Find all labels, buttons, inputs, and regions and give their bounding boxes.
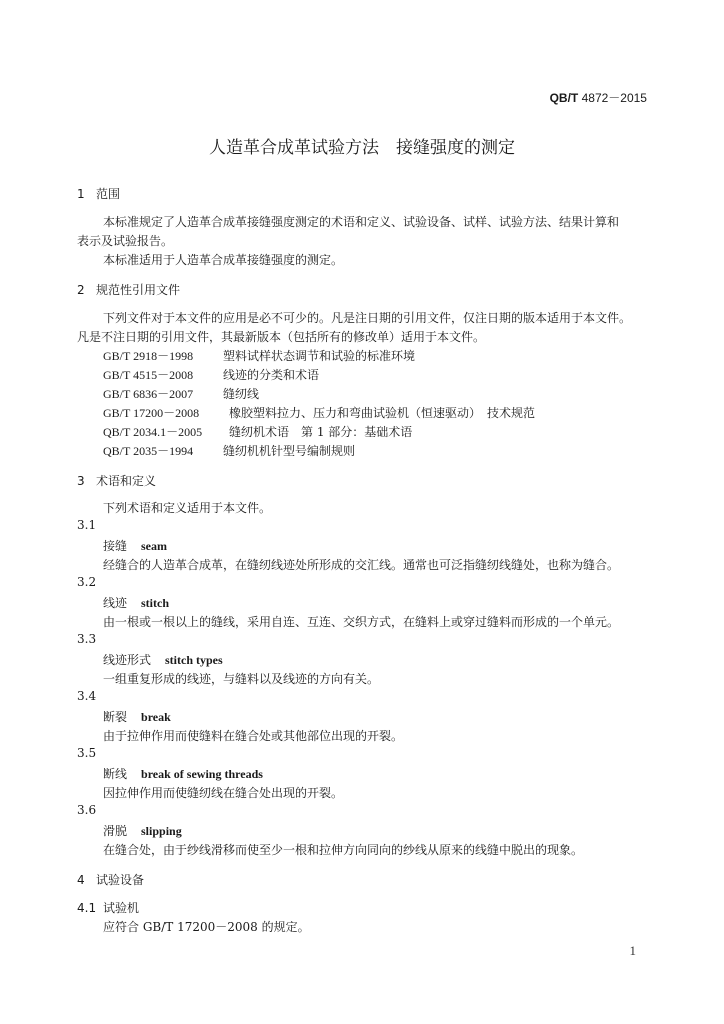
term-number: 3.6 [77, 803, 97, 817]
term-name-cn: 线迹 [103, 596, 128, 610]
term-name-cn: 接缝 [103, 539, 128, 553]
section-number: 4 [77, 873, 85, 887]
section-title: 试验设备 [96, 873, 145, 887]
reference-code: QB/T 2034.1－2005 [103, 425, 203, 439]
section-title: 范围 [96, 187, 121, 201]
paragraph-line: 下列文件对于本文件的应用是必不可少的。凡是注日期的引用文件，仅注日期的版本适用于本文件。 [103, 311, 632, 325]
reference-code: QB/T 2035－1994 [103, 444, 194, 458]
term-definition: 因拉伸作用而使缝纫线在缝合处出现的开裂。 [103, 786, 344, 800]
term-number: 3.5 [77, 746, 97, 760]
reference-code: GB/T 4515－2008 [103, 368, 194, 382]
term-definition: 由于拉伸作用而使缝料在缝合处或其他部位出现的开裂。 [103, 729, 404, 743]
term-name-en: break of sewing threads [141, 767, 263, 781]
subsection-title: 试验机 [103, 901, 140, 915]
section-title: 术语和定义 [96, 474, 157, 488]
reference-item [103, 442, 355, 459]
term-name-en: stitch types [165, 653, 223, 667]
term-name-cn: 滑脱 [103, 824, 128, 838]
paragraph-line: 凡是不注日期的引用文件，其最新版本（包括所有的修改单）适用于本文件。 [77, 330, 486, 344]
reference-title: 缝纫机术语 第 1 部分：基础术语 [229, 425, 413, 439]
term-name [103, 651, 223, 668]
standard-code: QB/T [549, 91, 579, 105]
section-title: 规范性引用文件 [96, 283, 181, 297]
reference-code: GB/T 17200－2008 [103, 406, 200, 420]
section-heading-4 [77, 871, 144, 888]
reference-item [103, 347, 415, 364]
reference-title: 缝纫线 [223, 387, 260, 401]
paragraph-line: 表示及试验报告。 [77, 234, 174, 248]
reference-code: GB/T 6836－2007 [103, 387, 194, 401]
reference-item [103, 366, 319, 383]
section-number: 1 [77, 187, 85, 201]
term-name-cn: 断裂 [103, 710, 128, 724]
reference-item [103, 423, 412, 440]
term-name [103, 708, 171, 725]
term-name [103, 537, 167, 554]
paragraph-line: 本标准适用于人造革合成革接缝强度的测定。 [103, 253, 344, 267]
term-name [103, 822, 182, 839]
document-title: 人造革合成革试验方法 接缝强度的测定 [209, 138, 515, 158]
term-definition: 在缝合处，由于纱线滑移而使至少一根和拉伸方向同向的纱线从原来的线缝中脱出的现象。 [103, 843, 584, 857]
standard-year: 4872－2015 [581, 91, 647, 105]
term-name [103, 594, 169, 611]
paragraph-line: 本标准规定了人造革合成革接缝强度测定的术语和定义、试验设备、试样、试验方法、结果计算和 [103, 215, 620, 229]
term-name-en: break [141, 710, 171, 724]
reference-item [103, 385, 259, 402]
term-name-en: stitch [141, 596, 170, 610]
term-number: 3.1 [77, 518, 97, 532]
term-name-cn: 线迹形式 [103, 653, 152, 667]
page-number: 1 [629, 943, 636, 958]
term-definition: 经缝合的人造革合成革，在缝纫线迹处所形成的交汇线。通常也可泛指缝纫线缝处，也称为缝合。 [103, 558, 620, 572]
reference-title: 橡胶塑料拉力、压力和弯曲试验机（恒速驱动） 技术规范 [229, 406, 536, 420]
paragraph-line: 应符合 GB/T 17200－2008 的规定。 [103, 920, 310, 934]
paragraph-line: 下列术语和定义适用于本文件。 [103, 501, 272, 515]
term-definition: 一组重复形成的线迹，与缝料以及线迹的方向有关。 [103, 672, 380, 686]
section-heading-3 [77, 472, 156, 489]
subsection-heading-4-1 [77, 899, 139, 916]
section-heading-2 [77, 281, 180, 298]
reference-code: GB/T 2918－1998 [103, 349, 194, 363]
term-name-en: seam [141, 539, 168, 553]
reference-title: 塑料试样状态调节和试验的标准环境 [223, 349, 416, 363]
term-name-en: slipping [141, 824, 182, 838]
reference-title: 缝纫机机针型号编制规则 [223, 444, 356, 458]
reference-item [103, 404, 535, 421]
section-number: 2 [77, 283, 85, 297]
term-number: 3.2 [77, 575, 97, 589]
reference-title: 线迹的分类和术语 [223, 368, 320, 382]
term-name [103, 765, 263, 782]
subsection-number: 4.1 [77, 901, 97, 915]
section-number: 3 [77, 474, 85, 488]
term-number: 3.3 [77, 632, 97, 646]
section-heading-1 [77, 185, 120, 202]
standard-number [550, 89, 647, 106]
term-name-cn: 断线 [103, 767, 128, 781]
term-definition: 由一根或一根以上的缝线，采用自连、互连、交织方式，在缝料上或穿过缝料而形成的一个单元。 [103, 615, 620, 629]
term-number: 3.4 [77, 689, 97, 703]
